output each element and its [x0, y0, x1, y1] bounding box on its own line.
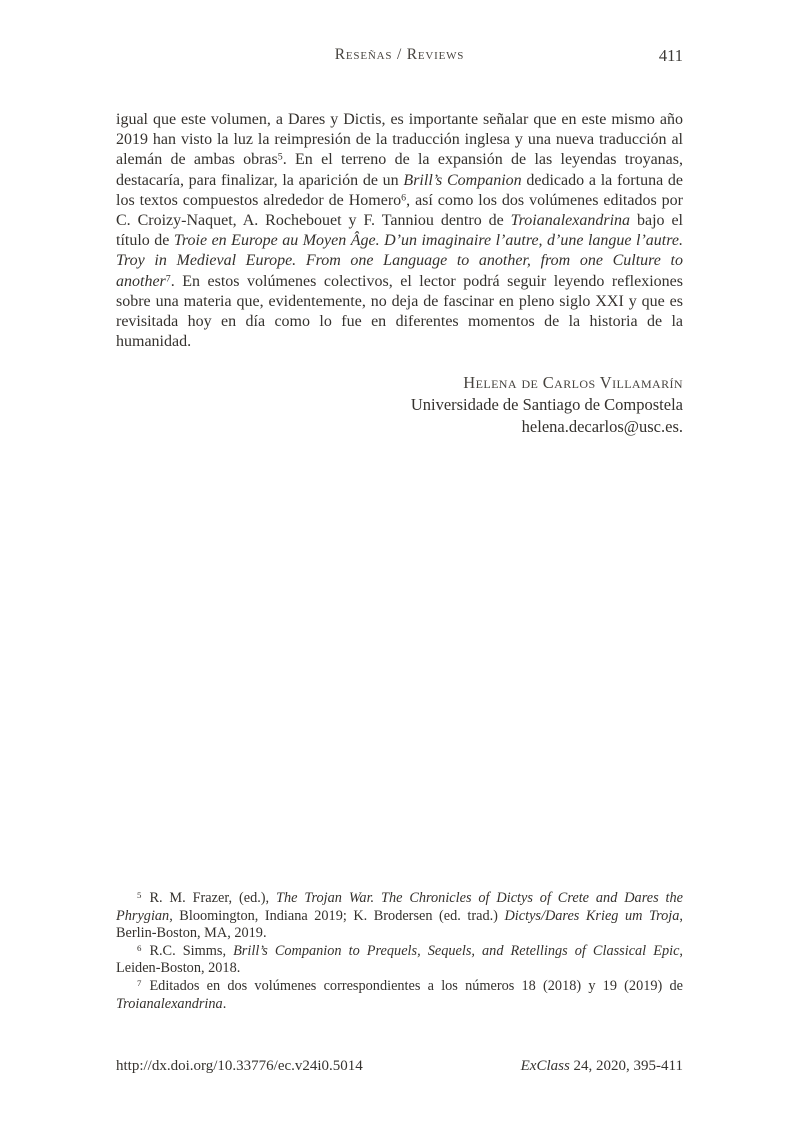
- page-number: 411: [658, 46, 683, 65]
- review-paragraph: igual que este volumen, a Dares y Dictis, es importante señalar que en este mismo año 2019 han visto la luz la reimpresión de la traducción inglesa y una nueva traducción al alemán de ambas obras$^5$. En el terreno de la expansión de las leyendas troyanas, destacaría, para finalizar, la aparición de un Brill’s Companion dedicado a la fortuna de los textos compuestos alrededor de Homero$^6$, así como los dos volúmenes editados por C. Croizy-Naquet, A. Rochebouet y F. Tanniou dentro de Troianalexandrina bajo el título de Troie en Europe au Moyen Âge. D’un imaginaire l’autre, d’une langue l’autre. Troy in Medieval Europe. From one Language to another, from one Culture to another$^7$. En estos volúmenes colectivos, el lector podrá seguir leyendo reflexiones sobre una materia que, evidentemente, no deja de fascinar en pleno siglo XXI y que es revisitada hoy en día como lo fue en diferentes momentos de la historia de la humanidad.: [116, 111, 684, 351]
- author-name: Helena de Carlos Villamarín: [463, 373, 683, 392]
- author-affiliation: Universidade de Santiago de Compostela: [410, 395, 683, 414]
- author-email: helena.decarlos@usc.es.: [521, 417, 683, 436]
- doi-text: http://dx.doi.org/10.33776/ec.v24i0.5014: [116, 1058, 363, 1074]
- page-footer: [116, 1058, 683, 1075]
- footnotes-section: [116, 890, 683, 1013]
- footnote-6: $^6$ R.C. Simms, Brill’s Companion to Prequels, Sequels, and Retellings of Classical Epic, Leiden-Boston, 2018.: [116, 942, 683, 977]
- page-header: [116, 46, 683, 66]
- journal-citation: ExClass 24, 2020, 395-411: [520, 1058, 683, 1074]
- running-head: Reseñas / Reviews: [334, 46, 465, 63]
- footnote-5: $^5$ R. M. Frazer, (ed.), The Trojan War. The Chronicles of Dictys of Crete and Dares the Phrygian, Bloomington, Indiana 2019; K. Brodersen (ed. trad.) Dictys/Dares Krieg um Troja, Berlin-Boston, MA, 2019.: [116, 890, 683, 942]
- review-body: [116, 110, 683, 352]
- author-signature: [116, 372, 683, 438]
- footnote-7: $^7$ Editados en dos volúmenes correspondientes a los números 18 (2018) y 19 (2019) de Troianalexandrina.: [116, 977, 683, 1012]
